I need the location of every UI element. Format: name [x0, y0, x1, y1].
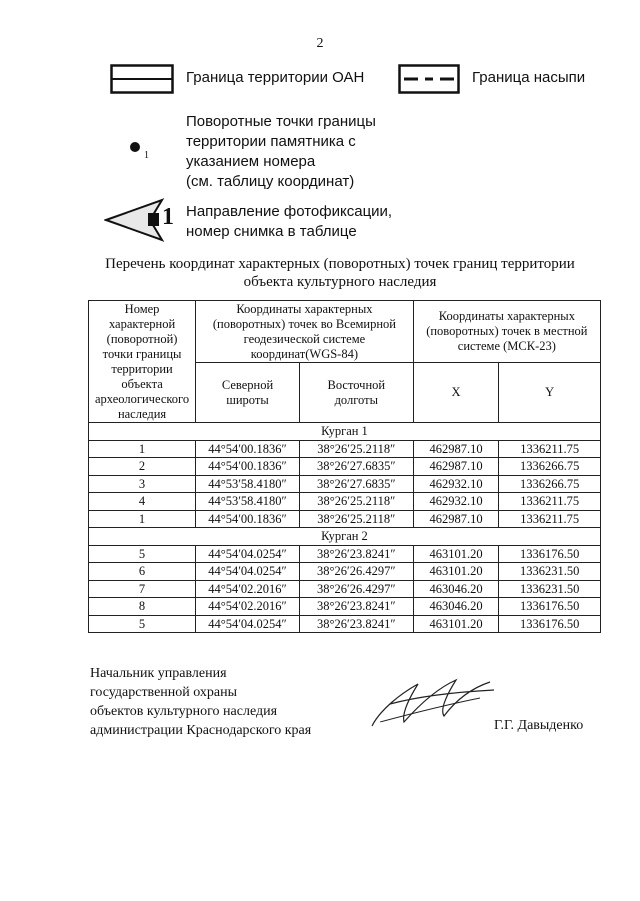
table-row: [89, 493, 601, 511]
table-row: [89, 545, 601, 563]
group-title: Курган 2: [89, 528, 601, 546]
longitude-cell: 38°26′27.6835″: [299, 458, 413, 476]
table-caption: Перечень координат характерных (поворотных) точек границ территории объекта культурного наследия: [105, 256, 575, 290]
handwritten-signature: [360, 670, 500, 732]
longitude-cell: 38°26′26.4297″: [299, 563, 413, 581]
longitude-cell: 38°26′25.2118″: [299, 440, 413, 458]
table-row: [89, 580, 601, 598]
header-y: Y: [499, 363, 601, 423]
oan-boundary-label: Граница территории ОАН: [186, 69, 365, 86]
latitude-cell: 44°54′02.2016″: [196, 598, 300, 616]
x-cell: 463101.20: [413, 563, 499, 581]
y-cell: 1336211.75: [499, 440, 601, 458]
longitude-cell: 38°26′23.8241″: [299, 598, 413, 616]
point-number-cell: 4: [89, 493, 196, 511]
x-cell: 462932.10: [413, 475, 499, 493]
table-row: [89, 458, 601, 476]
point-number-cell: 2: [89, 458, 196, 476]
photo-direction-label: Направление фотофиксации, номер снимка в таблице: [186, 203, 393, 240]
latitude-cell: 44°54′02.2016″: [196, 580, 300, 598]
longitude-cell: 38°26′25.2118″: [299, 510, 413, 528]
point-number-cell: 6: [89, 563, 196, 581]
header-msk: Координаты характерных (поворотных) точек в местной системе (МСК-23): [413, 301, 600, 363]
point-number-cell: 1: [89, 510, 196, 528]
table-row: [89, 615, 601, 633]
latitude-cell: 44°53′58.4180″: [196, 493, 300, 511]
y-cell: 1336176.50: [499, 598, 601, 616]
table-row: [89, 510, 601, 528]
embankment-boundary-label: Граница насыпи: [472, 69, 586, 86]
signatory-position: Начальник управления государственной охраны объектов культурного наследия администрации Краснодарского края: [90, 666, 312, 738]
point-number-cell: 7: [89, 580, 196, 598]
x-cell: 463101.20: [413, 545, 499, 563]
y-cell: 1336231.50: [499, 580, 601, 598]
point-number-cell: 3: [89, 475, 196, 493]
table-row: [89, 563, 601, 581]
page-number: 2: [316, 36, 324, 51]
latitude-cell: 44°54′00.1836″: [196, 458, 300, 476]
point-number-cell: 5: [89, 615, 196, 633]
latitude-cell: 44°54′00.1836″: [196, 440, 300, 458]
latitude-cell: 44°54′00.1836″: [196, 510, 300, 528]
y-cell: 1336231.50: [499, 563, 601, 581]
table-row: [89, 440, 601, 458]
embankment-boundary-symbol: [398, 64, 460, 94]
longitude-cell: 38°26′26.4297″: [299, 580, 413, 598]
x-cell: 463046.20: [413, 598, 499, 616]
latitude-cell: 44°54′04.0254″: [196, 563, 300, 581]
turning-points-label: Поворотные точки границы территории памятника с указанием номера (см. таблицу координат): [186, 113, 376, 190]
x-cell: 462987.10: [413, 458, 499, 476]
group-title: Курган 1: [89, 423, 601, 441]
longitude-cell: 38°26′23.8241″: [299, 615, 413, 633]
latitude-cell: 44°54′04.0254″: [196, 615, 300, 633]
y-cell: 1336211.75: [499, 510, 601, 528]
coordinates-table: [88, 300, 601, 633]
y-cell: 1336211.75: [499, 493, 601, 511]
header-wgs: Координаты характерных (поворотных) точек во Всемирной геодезической системе координат(WGS-84): [196, 301, 414, 363]
latitude-cell: 44°53′58.4180″: [196, 475, 300, 493]
oan-boundary-symbol: [110, 64, 174, 94]
photo-number: 1: [162, 204, 174, 230]
turning-point-index: 1: [144, 150, 149, 161]
header-longitude: Восточной долготы: [299, 363, 413, 423]
x-cell: 463101.20: [413, 615, 499, 633]
y-cell: 1336266.75: [499, 475, 601, 493]
longitude-cell: 38°26′23.8241″: [299, 545, 413, 563]
turning-point-dot-icon: [128, 140, 142, 154]
header-point-number: Номер характерной (поворотной) точки границы территории объекта археологического наследия: [89, 301, 196, 423]
group-row: [89, 528, 601, 546]
point-number-cell: 5: [89, 545, 196, 563]
y-cell: 1336176.50: [499, 545, 601, 563]
coordinates-table-body: [89, 423, 601, 633]
photo-direction-arrow-icon: [104, 196, 166, 244]
longitude-cell: 38°26′27.6835″: [299, 475, 413, 493]
table-row: [89, 475, 601, 493]
x-cell: 463046.20: [413, 580, 499, 598]
y-cell: 1336266.75: [499, 458, 601, 476]
longitude-cell: 38°26′25.2118″: [299, 493, 413, 511]
latitude-cell: 44°54′04.0254″: [196, 545, 300, 563]
header-latitude: Северной широты: [196, 363, 300, 423]
x-cell: 462987.10: [413, 440, 499, 458]
signatory-name: Г.Г. Давыденко: [494, 718, 584, 733]
y-cell: 1336176.50: [499, 615, 601, 633]
x-cell: 462987.10: [413, 510, 499, 528]
group-row: [89, 423, 601, 441]
x-cell: 462932.10: [413, 493, 499, 511]
point-number-cell: 1: [89, 440, 196, 458]
point-number-cell: 8: [89, 598, 196, 616]
table-row: [89, 598, 601, 616]
header-x: X: [413, 363, 499, 423]
